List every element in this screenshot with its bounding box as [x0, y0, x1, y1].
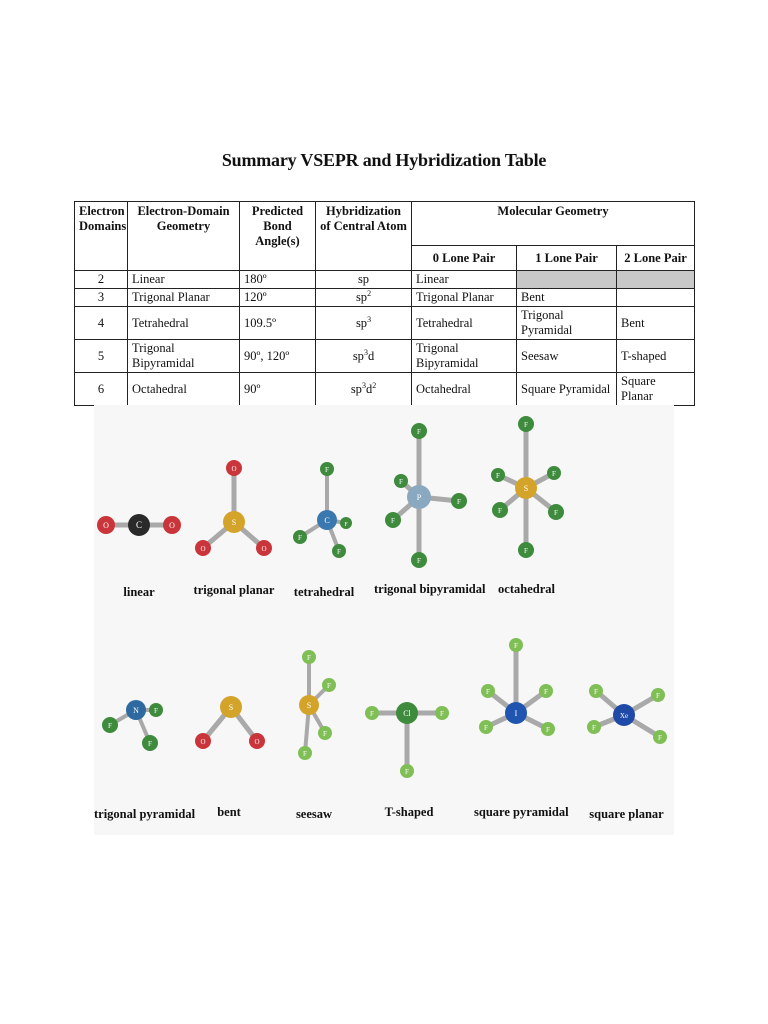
atom-label: N: [133, 706, 139, 715]
hyb-exp2: 2: [372, 380, 377, 390]
cell-domains: 6: [75, 373, 128, 406]
cell-lp2: [617, 271, 695, 289]
cell-lp1: Trigonal Pyramidal: [517, 307, 617, 340]
atom-label: F: [344, 522, 348, 528]
atom-label: F: [417, 428, 421, 436]
atom-label: F: [484, 724, 488, 732]
caption-octahedral: octahedral: [498, 582, 555, 596]
caption-bent: bent: [217, 805, 241, 819]
hyb-exp1: 3: [361, 380, 366, 390]
hyb-mid: d: [367, 348, 375, 363]
hyb-base: sp: [357, 272, 370, 286]
caption-square-pyramidal: square pyramidal: [474, 805, 569, 819]
atom-label: F: [546, 726, 550, 734]
header-molecular-geometry: Molecular Geometry: [412, 202, 695, 246]
table-row: [75, 340, 695, 373]
atom-label: F: [327, 682, 331, 690]
atom-label: F: [496, 472, 500, 480]
atom-label: F: [554, 509, 558, 517]
atom-label: F: [148, 740, 152, 748]
atom-label: O: [200, 738, 206, 746]
cell-hybridization: [316, 373, 412, 406]
atom-label: F: [457, 498, 461, 506]
molecular-geometry-figure: [94, 405, 674, 835]
hyb-mid: d: [365, 381, 373, 396]
cell-geometry: Octahedral: [128, 373, 240, 406]
trigonal-planar-model: [189, 450, 279, 570]
trigonal-pyramidal-model: [94, 675, 174, 760]
atom-label: F: [323, 730, 327, 738]
cell-angle: 90º, 120º: [240, 340, 316, 373]
cell-domains: 3: [75, 289, 128, 307]
cell-lp2: Bent: [617, 307, 695, 340]
atom-label: I: [514, 709, 518, 718]
cell-geometry: Trigonal Planar: [128, 289, 240, 307]
hyb-base: sp: [350, 381, 362, 396]
cell-lp0: Tetrahedral: [412, 307, 517, 340]
cell-geometry: Tetrahedral: [128, 307, 240, 340]
atom-label: S: [228, 703, 234, 712]
atom-label: F: [298, 534, 302, 542]
octahedral-model: [484, 410, 569, 565]
atom-label: F: [303, 750, 307, 758]
header-1-lone-pair: 1 Lone Pair: [517, 246, 617, 271]
cell-lp0: Octahedral: [412, 373, 517, 406]
cell-domains: 4: [75, 307, 128, 340]
atom-label: S: [523, 484, 529, 493]
caption-linear: linear: [123, 585, 155, 599]
atom-label: F: [524, 547, 528, 555]
cell-hybridization: [316, 340, 412, 373]
table-row: [75, 307, 695, 340]
table-row: [75, 271, 695, 289]
hyb-base: sp: [355, 290, 368, 304]
caption-square-planar: square planar: [589, 807, 664, 821]
atom-label: F: [108, 722, 112, 730]
caption-t-shaped: T-shaped: [384, 805, 434, 819]
cell-domains: 5: [75, 340, 128, 373]
trigonal-bipyramidal-model: [379, 415, 479, 570]
caption-trigonal-planar: trigonal planar: [193, 583, 275, 597]
square-planar-model: [584, 675, 669, 750]
hyb-exp1: 3: [363, 347, 368, 357]
atom-label: F: [399, 478, 403, 486]
atom-label: P: [416, 493, 422, 502]
caption-trigonal-pyramidal: trigonal pyramidal: [94, 807, 196, 821]
cell-lp1: Square Pyramidal: [517, 373, 617, 406]
atom-label: F: [307, 654, 311, 662]
caption-tetrahedral: tetrahedral: [293, 585, 355, 599]
bent-model: [189, 685, 269, 765]
seesaw-model: [289, 645, 349, 770]
hyb-base: sp: [355, 315, 368, 330]
atom-label: Xe: [619, 712, 629, 720]
cell-lp2: [617, 289, 695, 307]
page-title: Summary VSEPR and Hybridization Table: [221, 150, 547, 170]
atom-label: F: [417, 557, 421, 565]
atom-label: O: [231, 465, 237, 473]
atom-label: F: [405, 768, 409, 776]
atom-label: O: [261, 545, 267, 553]
atom-label: O: [254, 738, 260, 746]
caption-trigonal-bipyramidal: trigonal bipyramidal: [374, 582, 486, 596]
cell-hybridization: [316, 289, 412, 307]
cell-angle: 109.5º: [240, 307, 316, 340]
atom-label: F: [440, 710, 444, 718]
cell-lp1: [517, 271, 617, 289]
atom-label: F: [592, 724, 596, 732]
hyb-exp1: 3: [367, 314, 372, 324]
atom-label: F: [658, 734, 662, 742]
cell-lp0: Linear: [412, 271, 517, 289]
table-row: [75, 373, 695, 406]
atom-label: F: [552, 470, 556, 478]
cell-angle: 120º: [240, 289, 316, 307]
atom-label: S: [231, 518, 237, 527]
cell-lp2: T-shaped: [617, 340, 695, 373]
cell-angle: 180º: [240, 271, 316, 289]
header-0-lone-pair: 0 Lone Pair: [412, 246, 517, 271]
atom-label: F: [370, 710, 374, 718]
cell-geometry: Linear: [128, 271, 240, 289]
atom-label: F: [486, 688, 490, 696]
tetrahedral-model: [289, 455, 359, 570]
atom-label: F: [544, 688, 548, 696]
atom-label: F: [325, 466, 329, 474]
atom-label: F: [154, 707, 158, 715]
table-row: [75, 289, 695, 307]
square-pyramidal-model: [474, 633, 564, 748]
atom-label: F: [656, 692, 660, 700]
cell-lp0: Trigonal Planar: [412, 289, 517, 307]
atom-label: F: [337, 548, 341, 556]
atom-label: F: [594, 688, 598, 696]
vsepr-table: [74, 201, 695, 406]
t-shaped-model: [362, 685, 452, 780]
cell-geometry: Trigonal Bipyramidal: [128, 340, 240, 373]
atom-label: F: [498, 507, 502, 515]
atom-label: Cl: [403, 709, 411, 718]
cell-hybridization: [316, 307, 412, 340]
header-electron-domains: Electron Domains: [75, 202, 128, 271]
atom-label: O: [103, 521, 109, 530]
cell-lp1: Bent: [517, 289, 617, 307]
header-electron-domain-geometry: Electron-Domain Geometry: [128, 202, 240, 271]
cell-lp2: Square Planar: [617, 373, 695, 406]
atom-label: C: [135, 520, 143, 530]
atom-label: S: [306, 701, 312, 710]
hyb-exp1: 2: [367, 288, 372, 298]
hyb-base: sp: [352, 348, 364, 363]
header-2-lone-pair: 2 Lone Pair: [617, 246, 695, 271]
header-hybridization: Hybridization of Central Atom: [316, 202, 412, 271]
linear-model: [94, 485, 184, 565]
caption-seesaw: seesaw: [295, 807, 333, 821]
atom-label: F: [391, 517, 395, 525]
cell-lp1: Seesaw: [517, 340, 617, 373]
atom-label: F: [524, 421, 528, 429]
atom-label: C: [324, 516, 330, 525]
atom-label: O: [200, 545, 206, 553]
cell-lp0: Trigonal Bipyramidal: [412, 340, 517, 373]
cell-angle: 90º: [240, 373, 316, 406]
cell-hybridization: [316, 271, 412, 289]
atom-label: O: [169, 521, 175, 530]
header-bond-angle: Predicted Bond Angle(s): [240, 202, 316, 271]
atom-label: F: [514, 642, 518, 650]
cell-domains: 2: [75, 271, 128, 289]
